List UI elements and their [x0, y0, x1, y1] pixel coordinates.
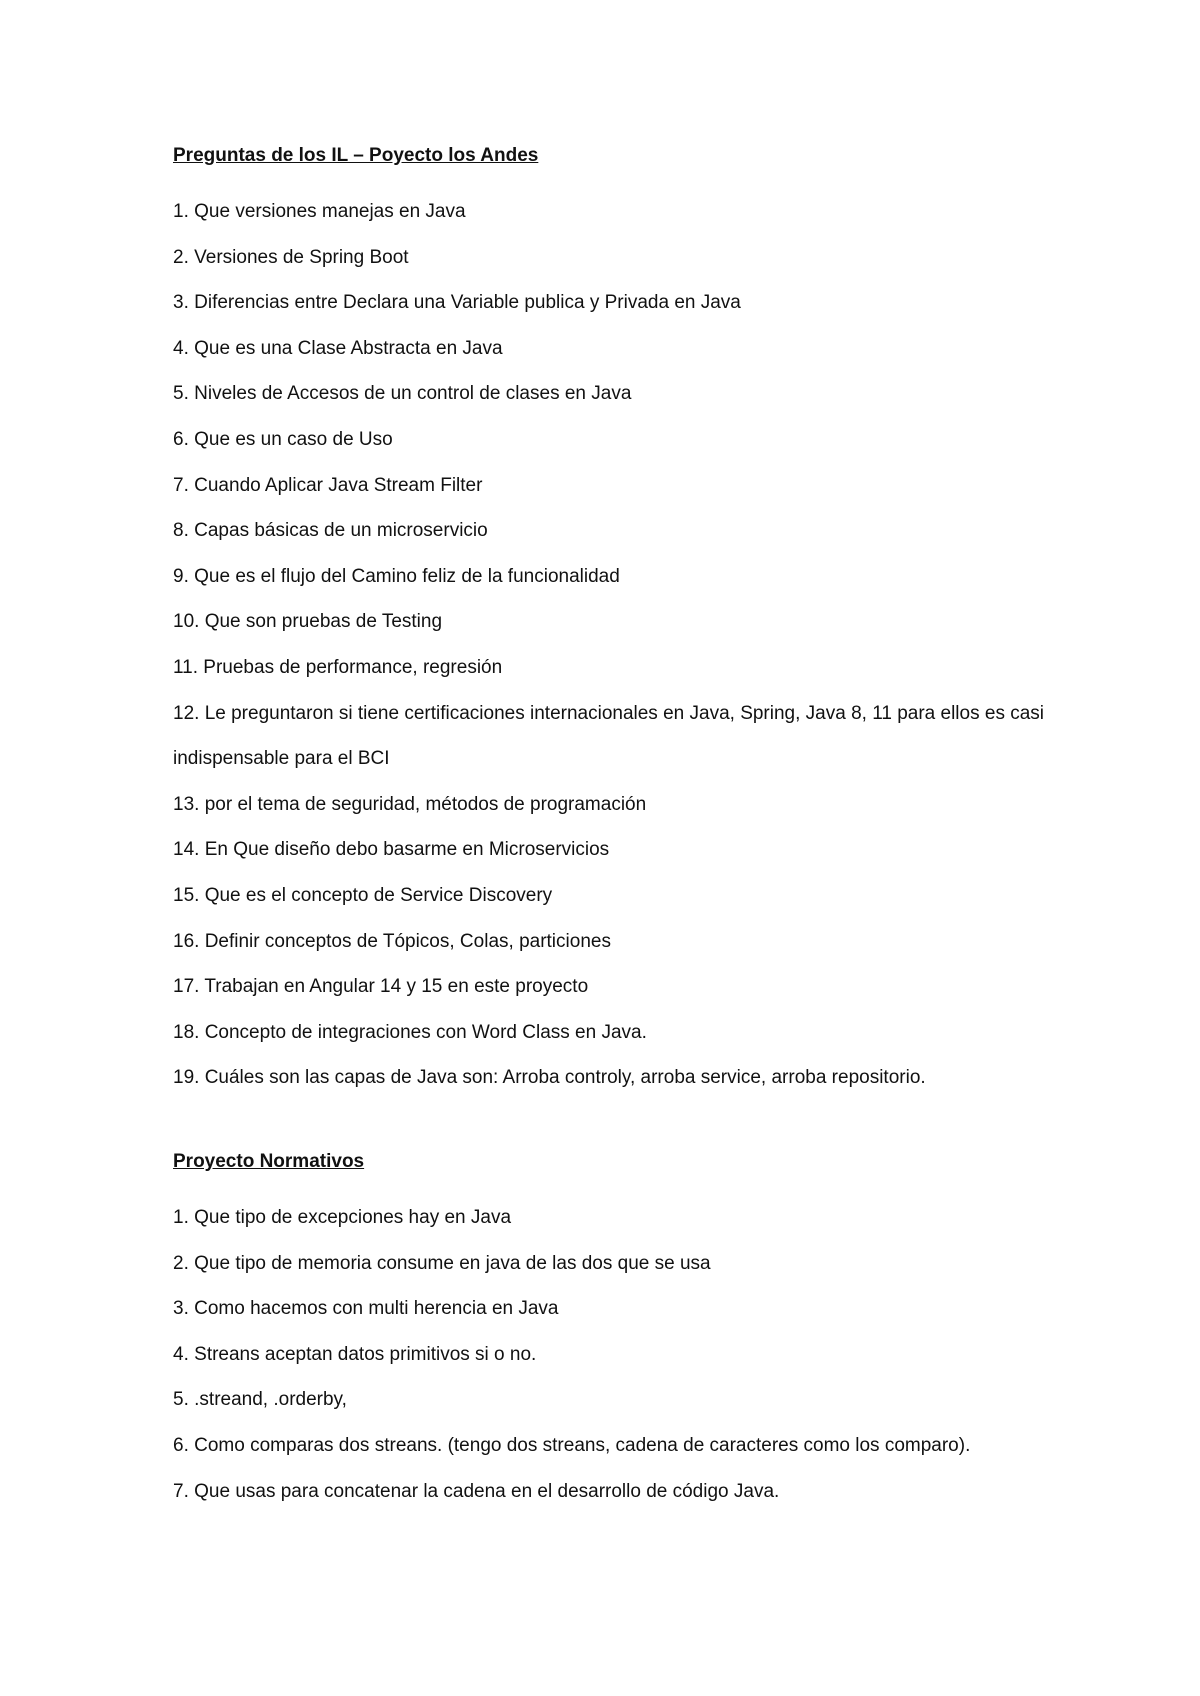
item-text: .streand, .orderby, — [194, 1389, 347, 1411]
item-number: 9. — [173, 565, 189, 587]
list-item — [173, 417, 1073, 463]
list-item — [173, 782, 1073, 828]
item-number: 7. — [173, 1480, 189, 1502]
item-text: Pruebas de performance, regresión — [203, 656, 503, 678]
list-item — [173, 873, 1073, 919]
item-text: Cuáles son las capas de Java son: Arroba controly, arroba service, arroba repositorio. — [204, 1067, 926, 1089]
list-item — [173, 1469, 1073, 1515]
item-text: por el tema de seguridad, métodos de programación — [204, 793, 647, 815]
list-item — [173, 1332, 1073, 1378]
section-heading: Proyecto Normativos — [173, 1151, 365, 1172]
list-item — [173, 1241, 1073, 1287]
item-text: Niveles de Accesos de un control de clases en Java — [194, 383, 632, 405]
section-heading: Preguntas de los IL – Poyecto los Andes — [173, 145, 539, 166]
list-item — [173, 919, 1073, 965]
item-number: 4. — [173, 337, 189, 359]
item-number: 6. — [173, 428, 189, 450]
item-number: 15. — [173, 884, 200, 906]
list-item — [173, 508, 1073, 554]
item-text: Que versiones manejas en Java — [194, 201, 466, 222]
item-number: 1. — [173, 1207, 189, 1228]
item-text: Que usas para concatenar la cadena en el desarrollo de código Java. — [194, 1480, 780, 1502]
item-text: Como comparas dos streans. (tengo dos streans, cadena de caracteres como los comparo). — [194, 1434, 971, 1456]
item-number: 19. — [173, 1067, 200, 1089]
list-item — [173, 280, 1073, 326]
list-item — [173, 1377, 1073, 1423]
list-item — [173, 1010, 1073, 1056]
list-item — [173, 964, 1073, 1010]
list-item — [173, 463, 1073, 509]
list-item — [173, 326, 1073, 372]
list-item — [173, 1286, 1073, 1332]
item-number: 18. — [173, 1021, 200, 1043]
item-number: 10. — [173, 611, 200, 633]
list-item — [173, 645, 1073, 691]
item-text: Que son pruebas de Testing — [204, 611, 443, 633]
list-item — [173, 827, 1073, 873]
list-item — [173, 691, 1073, 782]
item-text: Concepto de integraciones con Word Class en Java. — [204, 1021, 647, 1043]
item-text: Que tipo de memoria consume en java de las dos que se usa — [194, 1252, 711, 1274]
item-number: 5. — [173, 1389, 189, 1411]
item-number: 6. — [173, 1434, 189, 1456]
item-number: 8. — [173, 520, 189, 542]
item-number: 5. — [173, 383, 189, 405]
item-text: Definir conceptos de Tópicos, Colas, particiones — [204, 930, 611, 952]
item-text: Que es un caso de Uso — [194, 428, 393, 450]
section-preguntas-los-andes — [173, 144, 1073, 1101]
item-number: 13. — [173, 793, 200, 815]
item-text: Trabajan en Angular 14 y 15 en este proyecto — [204, 976, 589, 998]
item-number: 14. — [173, 839, 200, 861]
item-text: Streans aceptan datos primitivos si o no. — [194, 1343, 537, 1365]
item-number: 7. — [173, 474, 189, 496]
item-number: 3. — [173, 292, 189, 314]
item-text: Que es el concepto de Service Discovery — [204, 884, 553, 906]
list-item — [173, 189, 1073, 235]
item-text: Capas básicas de un microservicio — [194, 520, 488, 542]
item-number: 2. — [173, 1252, 189, 1274]
item-number: 3. — [173, 1298, 189, 1320]
list-item — [173, 1195, 1073, 1241]
item-text: Que tipo de excepciones hay en Java — [194, 1207, 512, 1228]
item-number: 1. — [173, 201, 189, 222]
item-text: Cuando Aplicar Java Stream Filter — [194, 474, 483, 496]
item-text: Que es el flujo del Camino feliz de la funcionalidad — [194, 565, 620, 587]
item-number: 2. — [173, 246, 189, 268]
list-item — [173, 554, 1073, 600]
item-number: 4. — [173, 1343, 189, 1365]
list-item — [173, 371, 1073, 417]
item-number: 16. — [173, 930, 200, 952]
list-item — [173, 235, 1073, 281]
item-number: 12. — [173, 702, 200, 724]
item-number: 17. — [173, 976, 200, 998]
item-text: Le preguntaron si tiene certificaciones internacionales en Java, Spring, Java 8, 11 para ellos es casi indispensable para el BCI — [173, 702, 1045, 770]
section-proyecto-normativos — [173, 1150, 1073, 1514]
item-text: Que es una Clase Abstracta en Java — [194, 337, 503, 359]
list-item — [173, 1055, 1073, 1101]
list-item — [173, 1423, 1073, 1469]
item-number: 11. — [173, 656, 199, 678]
item-text: Diferencias entre Declara una Variable publica y Privada en Java — [194, 292, 741, 314]
item-text: Versiones de Spring Boot — [194, 246, 409, 268]
list-item — [173, 599, 1073, 645]
question-list — [173, 1195, 1073, 1514]
question-list — [173, 189, 1073, 1101]
item-text: En Que diseño debo basarme en Microservicios — [204, 839, 610, 861]
item-text: Como hacemos con multi herencia en Java — [194, 1298, 559, 1320]
